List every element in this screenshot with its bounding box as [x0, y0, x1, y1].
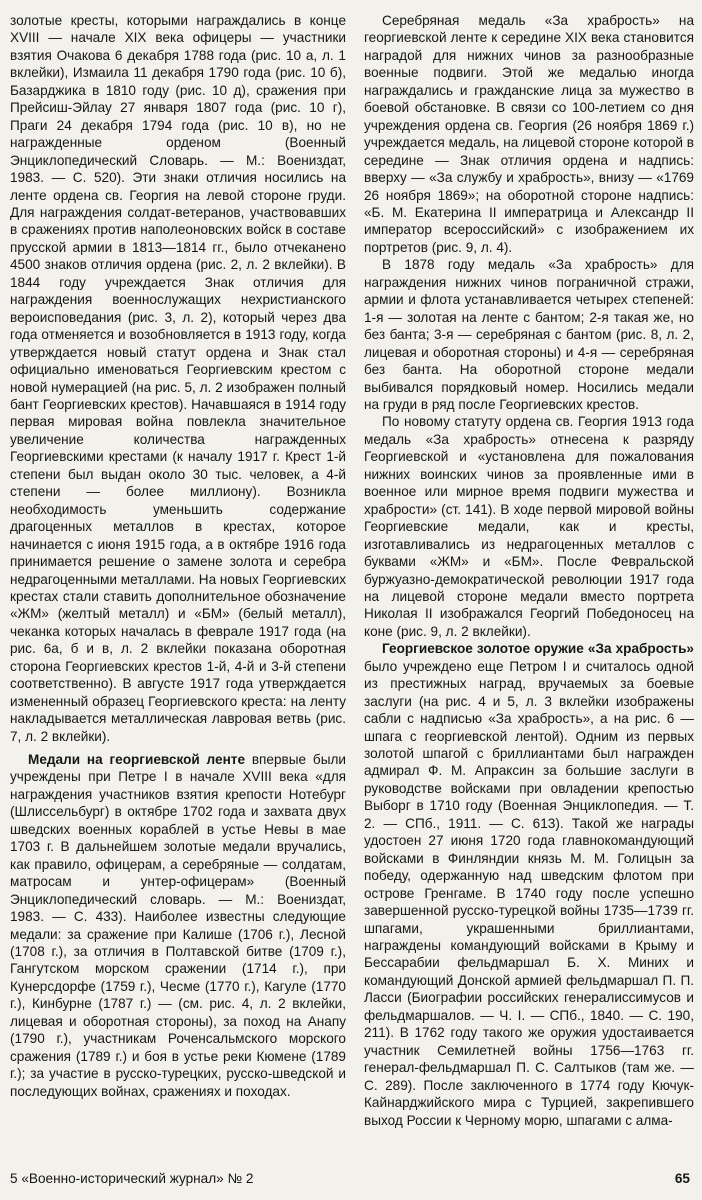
left-paragraph-2: [10, 751, 346, 1100]
right-paragraph-2: В 1878 году медаль «За храбрость» для награждения нижних чинов пограничной стражи, армии и флота устанавливается четырех степеней: 1-я — золотая на ленте с бантом; 2-я такая же, но без банта; 3-я — серебряная с бантом (рис. 8, л. 2, лицевая и оборотная стороны) и 4-я — серебряная без банта. На оборотной стороне медали выбивался порядковый номер. Носились медали на груди в ряд после Георгиевских крестов.: [364, 257, 694, 412]
right-paragraph-4: [364, 640, 694, 1129]
page-footer: [10, 1168, 694, 1190]
left-paragraph-1: золотые кресты, которыми награждались в конце XVIII — начале XIX века офицеры — участники взятия Очакова 6 декабря 1788 года (рис. 10 а, л. 1 вклейки), Измаила 11 декабря 1790 года (рис. 10 б), Базарджика в 1810 году (рис. 10 д), сражения при Прейсиш-Эйлау 27 января 1807 года (рис. 10 г), Праги 24 декабря 1794 года (рис. 10 в), но не награжденные орденом (Военный Энциклопедический Словарь. — М.: Воениздат, 1983. — С. 520). Эти знаки отличия носились на ленте ордена св. Георгия на левой стороне груди. Для награждения солдат-ветеранов, участвовавших в сражениях против наполеоновских войск в составе прусской армии в 1813—1814 гг., было отчеканено 4500 знаков отличия ордена (рис. 2, л. 2 вклейки). В 1844 году учреждается Знак отличия для награждения военнослужащих нехристианского вероисповедания (рис. 3, л. 2), который через два года отменяется и возобновляется в 1913 году, когда утверждается новый статут ордена и Знак стал официально именоваться Георгиевским крестом с новой нумерацией (на рис. 5, л. 2 изображен полный бант Георгиевских крестов). Начавшаяся в 1914 году первая мировая война повлекла значительное увеличение количества награжденных Георгиевскими крестами (к началу 1917 г. Крест 1-й степени был выдан около 30 тыс. человек, а 4-й степени — более миллиону). Возникла необходимость уменьшить содержание драгоценных металлов в крестах, которое начинается с июня 1915 года, а в октябре 1916 года принимается решение о замене золота и серебра недрагоценными металлами. На новых Георгиевских крестах стали ставить дополнительное обозначение «ЖМ» (желтый металл) и «БМ» (белый металл), чеканка которых началась в феврале 1917 года (на рис. 6а, б и в, л. 2 вклейки показана оборотная сторона Георгиевских крестов 1-й, 4-й и 3-й степени соответственно). В августе 1917 года утверждается измененный образец Георгиевского креста: на ленту накладывается металлическая лавровая ветвь (рис. 7, л. 2 вклейки).: [10, 13, 346, 744]
right-column: [364, 12, 694, 1129]
journal-signature: 5 «Военно-исторический журнал» № 2: [10, 1171, 254, 1186]
page-number: 65: [674, 1171, 690, 1186]
medals-text: впервые были учреждены при Петре I в начале XVIII века «для награждения участников взятия крепости Нотебург (Шлиссельбург) в октябре 1702 года и захвата двух шведских военных кораблей в устье Невы в мае 1703 г. В дальнейшем золотые медали вручались, как правило, офицерам, а серебряные — солдатам, матросам и унтер-офицерам» (Военный Энциклопедический словарь. — М.: Воениздат, 1983. — С. 433). Наиболее известны следующие медали: за сражение при Калише (1706 г.), Лесной (1708 г.), за отличия в Полтавской битве (1709 г.), Гангутском морском сражении (1714 г.), при Кунерсдорфе (1759 г.), Чесме (1770 г.), Кагуле (1770 г.), Кинбурне (1787 г.) — (см. рис. 4, л. 2 вклейки, лицевая и оборотная стороны), за поход на Анапу (1790 г.), участникам Роченсальмского морского сражения (1789 г.) и боя в устье реки Кюмене (1789 г.); за участие в русско-турецких, русско-шведской и последующих войнах, сражениях и походах.: [10, 752, 346, 1099]
right-paragraph-3: По новому статуту ордена св. Георгия 1913 года медаль «За храбрость» отнесена к разряду Георгиевской и «установлена для пожалования нижних воинских чинов за проявленные ими в военное или мирное время подвиги мужества и храбрости» (ст. 141). В ходе первой мировой войны Георгиевские медали, как и кресты, изготавливались из недрагоценных металлов с буквами «ЖМ» и «БМ». После Февральской буржуазно-демократической революции 1917 года на лицевой стороне медали вместо портрета Николая II изображался Георгий Победоносец на коне (рис. 9, л. 2 вклейки).: [364, 414, 694, 639]
golden-weapon-heading: Георгиевское золотое оружие «За храбрость»: [382, 641, 694, 657]
medals-heading: Медали на георгиевской ленте: [28, 752, 246, 768]
left-column: [10, 12, 346, 1100]
golden-weapon-text: было учреждено еще Петром I и считалось одной из престижных наград, вручаемых за боевые заслуги (на рис. 4 и 5, л. 3 вклейки изображены сабли с надписью «За храбрость», а на рис. 6 — шпага с георгиевской лентой). Одним из первых золотой шпагой с бриллиантами был награжден адмирал Ф. М. Апраксин за большие заслуги в руководстве войсками при овладении крепостью Выборг в 1710 году (Военная Энциклопедия. — Т. 2. — СПб., 1911. — С. 613). Такой же награды удостоен 27 июня 1720 года главнокомандующий войсками в Финляндии князь М. М. Голицын за победу, одержанную над шведским флотом при острове Гренгаме. В 1740 году после успешно завершенной русско-турецкой войны 1735—1739 гг. шпагами, украшенными бриллиантами, награждены командующий войсками в Крыму и Бессарабии фельдмаршал Б. Х. Миних и командующий Донской армией фельдмаршал П. П. Ласси (Биографии российских генералиссимусов и фельдмаршалов. — Ч. I. — СПб., 1840. — С. 190, 211). В 1762 году такого же оружия удостаивается участник Семилетней войны 1756—1763 гг. генерал-фельдмаршал П. С. Салтыков (там же. — С. 289). После заключенного в 1774 году Кючук-Кайнарджийского мира с Турцией, закрепившего выход России к Черному морю, шпагами с алма-: [364, 658, 694, 1128]
right-paragraph-1: Серебряная медаль «За храбрость» на георгиевской ленте к середине XIX века становится наградой для нижних чинов за разнообразные военные подвиги. Этой же медалью иногда награждались и гражданские лица за мужество в боевой обстановке. В связи со 100-летием со дня учреждения ордена св. Георгия (26 ноября 1869 г.) учреждается медаль, на лицевой стороне которой в середине — Знак отличия ордена и надпись: вверху — «За службу и храбрость», внизу — «1769 26 ноября 1869»; на оборотной стороне надпись: «Б. М. Екатерина II императрица и Александр II император всероссийский» с изображением их портретов (рис. 9, л. 4).: [364, 13, 694, 255]
